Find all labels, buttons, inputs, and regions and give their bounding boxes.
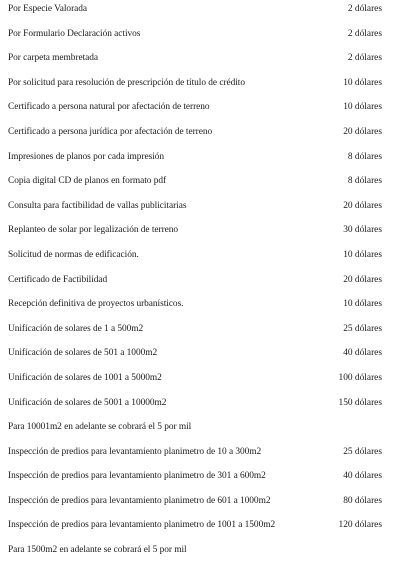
fee-row [0, 467, 403, 492]
fee-concept: Inspección de predios para levantamiento planimetro de 601 a 1000m2 [8, 495, 271, 506]
fee-concept: Inspección de predios para levantamiento planimetro de 301 a 600m2 [8, 471, 266, 482]
fee-concept: Unificación de solares de 5001 a 10000m2 [8, 397, 167, 408]
fee-amount: 25 dólares [343, 446, 382, 457]
fee-concept: Por Formulario Declaración activos [8, 28, 141, 39]
fee-amount: 20 dólares [343, 126, 382, 137]
fee-concept: Certificado a persona natural por afectación de terreno [8, 102, 210, 113]
fee-concept: Inspección de predios para levantamiento planimetro de 10 a 300m2 [8, 446, 262, 457]
fee-concept: Certificado a persona jurídica por afectación de terreno [8, 126, 213, 137]
fee-amount: 20 dólares [343, 200, 382, 211]
fee-amount: 10 dólares [343, 102, 382, 113]
fee-concept: Inspección de predios para levantamiento planimetro de 1001 a 1500m2 [8, 520, 276, 531]
fee-amount: 150 dólares [338, 397, 382, 408]
fee-row [0, 295, 403, 320]
fee-row [0, 0, 403, 25]
fee-row [0, 443, 403, 468]
fee-note [0, 418, 403, 443]
fee-amount: 120 dólares [338, 520, 382, 531]
fee-row [0, 25, 403, 50]
fee-amount: 20 dólares [343, 274, 382, 285]
fee-concept: Consulta para factibilidad de vallas publicitarias [8, 200, 187, 211]
fee-row [0, 197, 403, 222]
fee-concept: Certificado de Factibilidad [8, 274, 108, 285]
fee-row [0, 394, 403, 419]
fee-note-text: Para 1500m2 en adelante se cobrará el 5 por mil [8, 545, 187, 556]
fee-amount: 100 dólares [338, 372, 382, 383]
fee-row [0, 320, 403, 345]
fee-row [0, 492, 403, 517]
fee-row [0, 246, 403, 271]
fee-amount: 10 dólares [343, 77, 382, 88]
fee-concept: Unificación de solares de 1 a 500m2 [8, 323, 144, 334]
fee-amount: 10 dólares [343, 249, 382, 260]
fee-row [0, 172, 403, 197]
fee-row [0, 369, 403, 394]
fee-note-text: Para 10001m2 en adelante se cobrará el 5 por mil [8, 422, 192, 433]
fee-amount: 2 dólares [347, 4, 382, 14]
fee-concept: Recepción definitiva de proyectos urbanísticos. [8, 299, 184, 310]
fee-concept: Solicitud de normas de edificación. [8, 249, 139, 260]
fee-row [0, 271, 403, 296]
fee-amount: 2 dólares [347, 28, 382, 39]
fee-row [0, 221, 403, 246]
fee-row [0, 516, 403, 541]
fee-amount: 2 dólares [347, 53, 382, 64]
fee-row [0, 98, 403, 123]
fee-row [0, 49, 403, 74]
fee-note [0, 541, 403, 566]
fee-amount: 30 dólares [343, 225, 382, 236]
fee-concept: Por carpeta membretada [8, 53, 98, 64]
fee-concept: Por solicitud para resolución de prescripción de título de crédito [8, 77, 245, 88]
fee-amount: 40 dólares [343, 471, 382, 482]
fee-concept: Copia digital CD de planos en formato pdf [8, 176, 167, 187]
fee-row [0, 123, 403, 148]
fee-amount: 10 dólares [343, 299, 382, 310]
fee-concept: Por Especie Valorada [8, 4, 88, 14]
fee-amount: 80 dólares [343, 495, 382, 506]
fee-row [0, 344, 403, 369]
fee-concept: Unificación de solares de 1001 a 5000m2 [8, 372, 162, 383]
fee-concept: Replanteo de solar por legalización de terreno [8, 225, 179, 236]
fee-amount: 8 dólares [347, 176, 382, 187]
fee-amount: 25 dólares [343, 323, 382, 334]
fee-amount: 8 dólares [347, 151, 382, 162]
fee-concept: Unificación de solares de 501 a 1000m2 [8, 348, 158, 359]
fee-row [0, 148, 403, 173]
fee-amount: 40 dólares [343, 348, 382, 359]
fee-concept: Impresiones de planos por cada impresión [8, 151, 165, 162]
fee-row [0, 74, 403, 99]
